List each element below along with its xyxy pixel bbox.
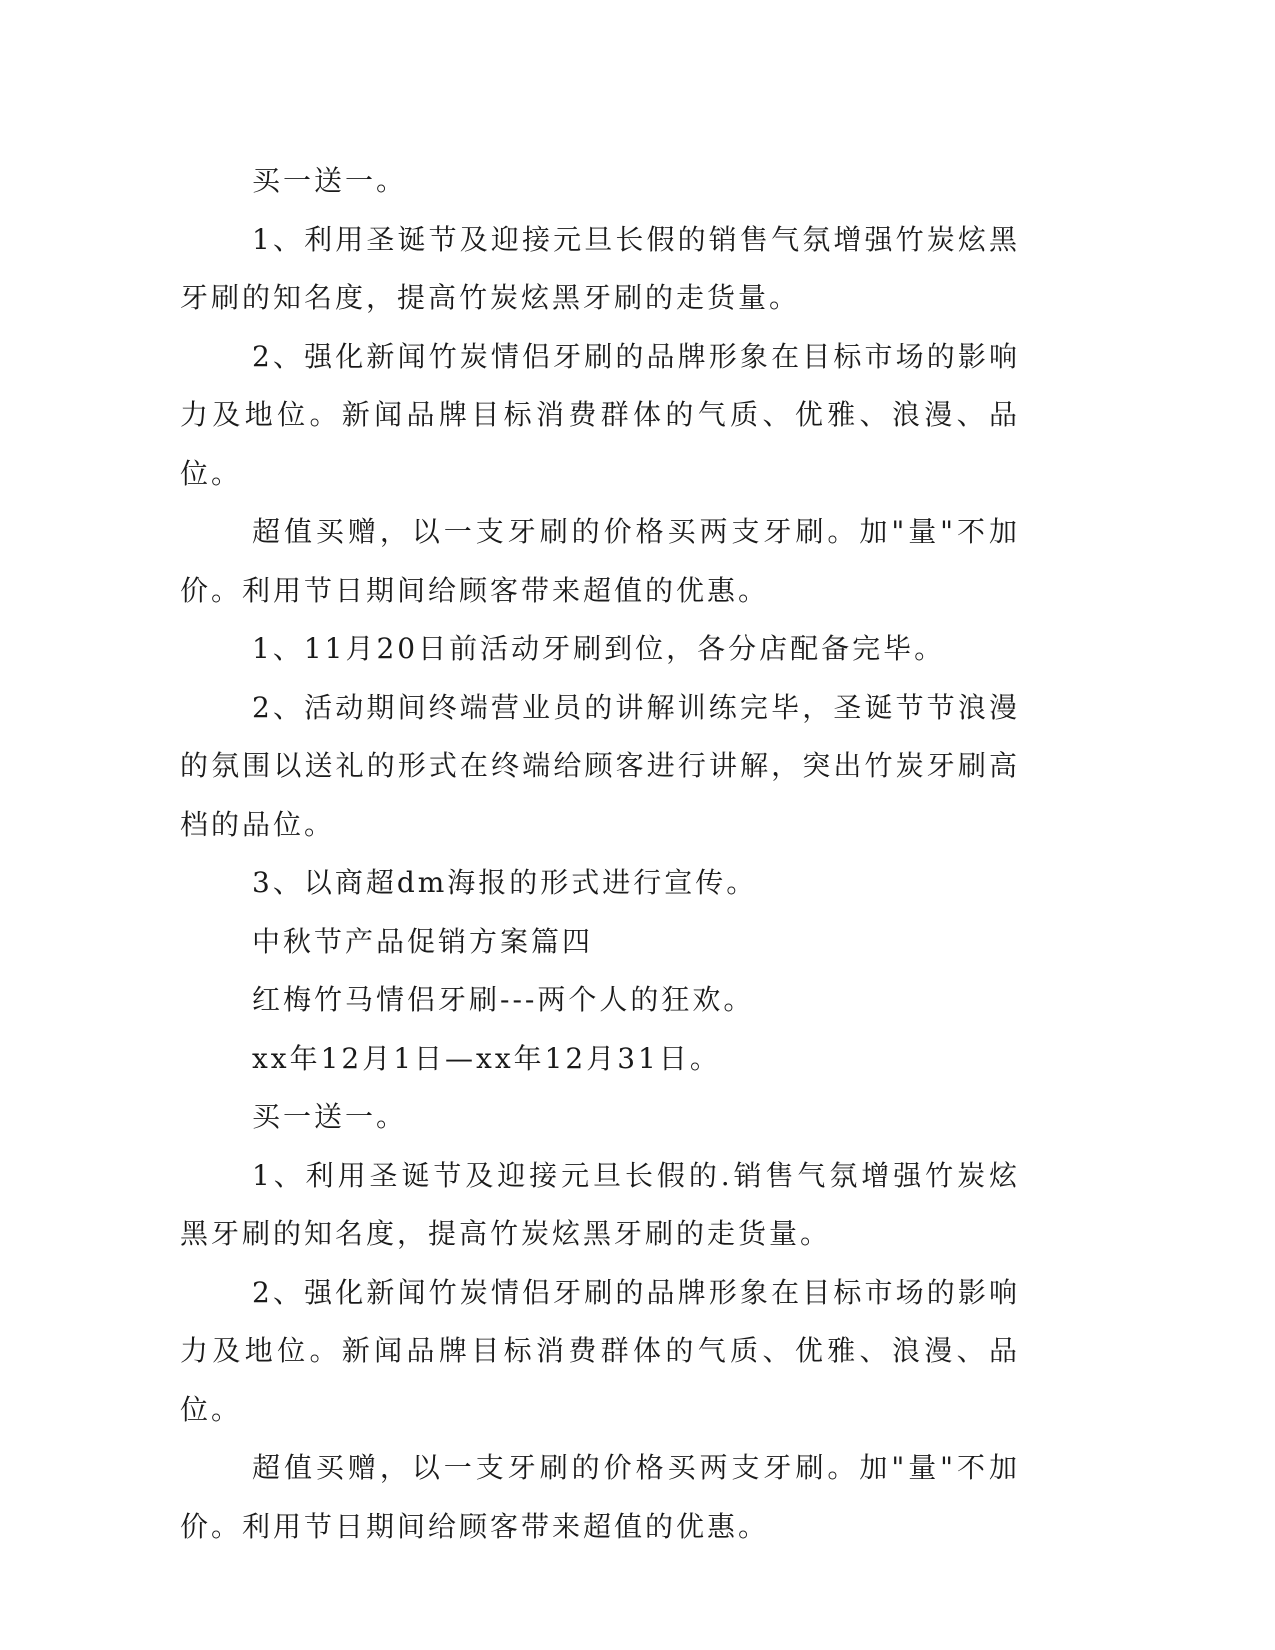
section-heading: 中秋节产品促销方案篇四	[252, 924, 594, 958]
paragraph-objective-1-repeat: 1、利用圣诞节及迎接元旦长假的.销售气氛增强竹炭炫黑牙刷的知名度，提高竹炭炫黑牙刷的走货量。	[180, 1158, 1020, 1250]
paragraph-objective-2: 2、强化新闻竹炭情侣牙刷的品牌形象在目标市场的影响力及地位。新闻品牌目标消费群体的气质、优雅、浪漫、品位。	[180, 339, 1020, 490]
paragraph-buy-one-get-one-2: 买一送一。	[252, 1100, 408, 1133]
paragraph-prep-2: 2、活动期间终端营业员的讲解训练完毕，圣诞节节浪漫的氛围以送礼的形式在终端给顾客进行讲解，突出竹炭牙刷高档的品位。	[180, 690, 1020, 841]
paragraph-objective-2-repeat: 2、强化新闻竹炭情侣牙刷的品牌形象在目标市场的影响力及地位。新闻品牌目标消费群体的气质、优雅、浪漫、品位。	[180, 1275, 1020, 1426]
paragraph-offer: 超值买赠，以一支牙刷的价格买两支牙刷。加"量"不加价。利用节日期间给顾客带来超值的优惠。	[180, 515, 1020, 607]
paragraph-prep-1: 1、11月20日前活动牙刷到位，各分店配备完毕。	[252, 632, 946, 665]
paragraph-theme: 红梅竹马情侣牙刷---两个人的狂欢。	[252, 983, 755, 1016]
paragraph-prep-3: 3、以商超dm海报的形式进行宣传。	[252, 866, 758, 899]
paragraph-buy-one-get-one: 买一送一。	[252, 164, 408, 197]
document-body	[180, 152, 1020, 1556]
paragraph-dates: xx年12月1日—xx年12月31日。	[252, 1041, 721, 1075]
paragraph-offer-repeat: 超值买赠，以一支牙刷的价格买两支牙刷。加"量"不加价。利用节日期间给顾客带来超值的优惠。	[180, 1451, 1020, 1543]
paragraph-objective-1: 1、利用圣诞节及迎接元旦长假的销售气氛增强竹炭炫黑牙刷的知名度，提高竹炭炫黑牙刷的走货量。	[180, 222, 1020, 314]
